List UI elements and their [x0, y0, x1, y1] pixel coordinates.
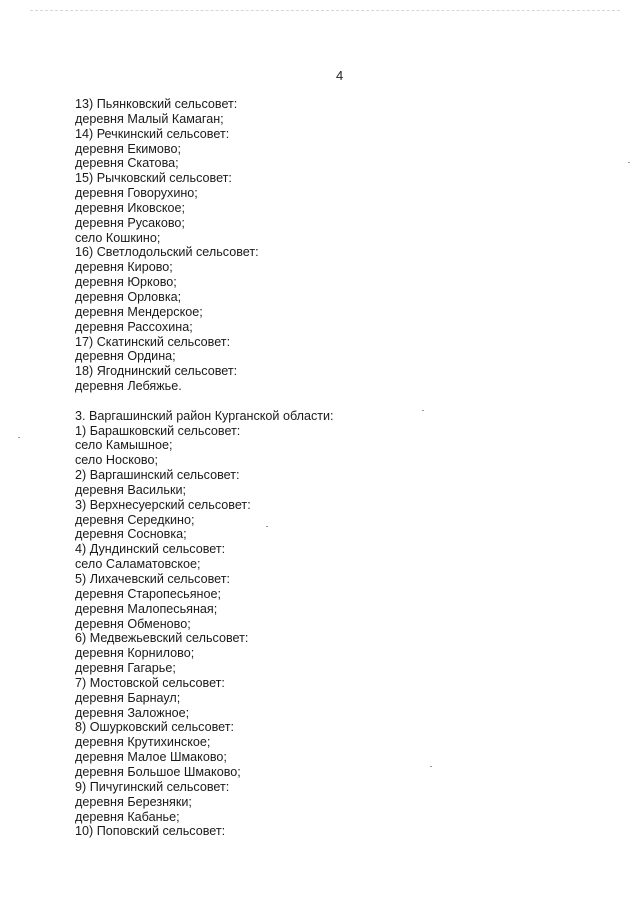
text-line: село Камышное; — [75, 438, 173, 453]
text-line: деревня Ордина; — [75, 349, 176, 364]
text-line: село Саламатовское; — [75, 557, 201, 572]
text-line: деревня Лебяжье. — [75, 379, 182, 394]
text-line: 1) Барашковский сельсовет: — [75, 423, 241, 438]
text-line: село Кошкино; — [75, 230, 161, 245]
text-line: деревня Екимово; — [75, 141, 181, 156]
text-line: 14) Речкинский сельсовет: — [75, 126, 230, 141]
text-line: 13) Пьянковский сельсовет: — [75, 97, 238, 111]
text-line: деревня Юрково; — [75, 275, 177, 290]
text-line: 17) Скатинский сельсовет: — [75, 334, 231, 349]
text-line: 7) Мостовской сельсовет: — [75, 675, 225, 690]
text-line: деревня Малопесьяная; — [75, 601, 218, 616]
scan-speck — [430, 766, 432, 767]
text-line: деревня Рассохина; — [75, 319, 193, 334]
text-line: деревня Иковское; — [75, 200, 186, 215]
text-line: деревня Заложное; — [75, 705, 190, 720]
text-line: 5) Лихачевский сельсовет: — [75, 572, 231, 586]
scan-speck — [266, 526, 268, 527]
text-line: 8) Ошурковский сельсовет: — [75, 720, 234, 735]
text-line: деревня Скатова; — [75, 156, 179, 171]
text-line: деревня Кирово; — [75, 260, 173, 275]
text-line: 2) Варгашинский сельсовет: — [75, 468, 240, 483]
text-line: деревня Старопесьяное; — [75, 586, 222, 601]
page-number: 4 — [336, 68, 344, 83]
text-line: деревня Сосновка; — [75, 527, 187, 542]
text-line: деревня Середкино; — [75, 512, 195, 527]
text-line: деревня Малый Камаган; — [75, 111, 224, 126]
scan-top-edge — [30, 10, 620, 12]
scan-speck — [18, 437, 20, 438]
text-line: деревня Крутихинское; — [75, 735, 211, 750]
text-line: 3) Верхнесуерский сельсовет: — [75, 497, 251, 512]
text-line: деревня Корнилово; — [75, 646, 195, 661]
text-line: деревня Обменово; — [75, 616, 191, 631]
text-line: деревня Гагарье; — [75, 661, 176, 676]
text-line: деревня Березняки; — [75, 794, 192, 809]
scan-speck — [628, 162, 630, 163]
text-line: 15) Рычковский сельсовет: — [75, 171, 232, 186]
document-body — [75, 97, 595, 839]
text-line: 18) Ягоднинский сельсовет: — [75, 364, 238, 379]
text-line: деревня Большое Шмаково; — [75, 764, 241, 779]
text-line: деревня Говорухино; — [75, 186, 198, 201]
text-line: 6) Медвежьевский сельсовет: — [75, 631, 249, 646]
text-line: деревня Малое Шмаково; — [75, 750, 227, 765]
text-line: деревня Барнаул; — [75, 690, 181, 705]
text-line: село Носково; — [75, 453, 158, 468]
text-line: 10) Поповский сельсовет: — [75, 824, 226, 839]
text-line: 16) Светлодольский сельсовет: — [75, 245, 259, 260]
scan-speck — [422, 410, 424, 411]
text-line: деревня Васильки; — [75, 482, 187, 497]
text-line: деревня Кабанье; — [75, 809, 180, 824]
text-line: деревня Мендерское; — [75, 304, 203, 319]
text-line: деревня Русаково; — [75, 215, 185, 230]
section-heading: 3. Варгашинский район Курганской области: — [75, 408, 334, 423]
text-line: 9) Пичугинский сельсовет: — [75, 779, 230, 794]
text-line: 4) Дундинский сельсовет: — [75, 542, 226, 557]
text-line: деревня Орловка; — [75, 289, 182, 304]
